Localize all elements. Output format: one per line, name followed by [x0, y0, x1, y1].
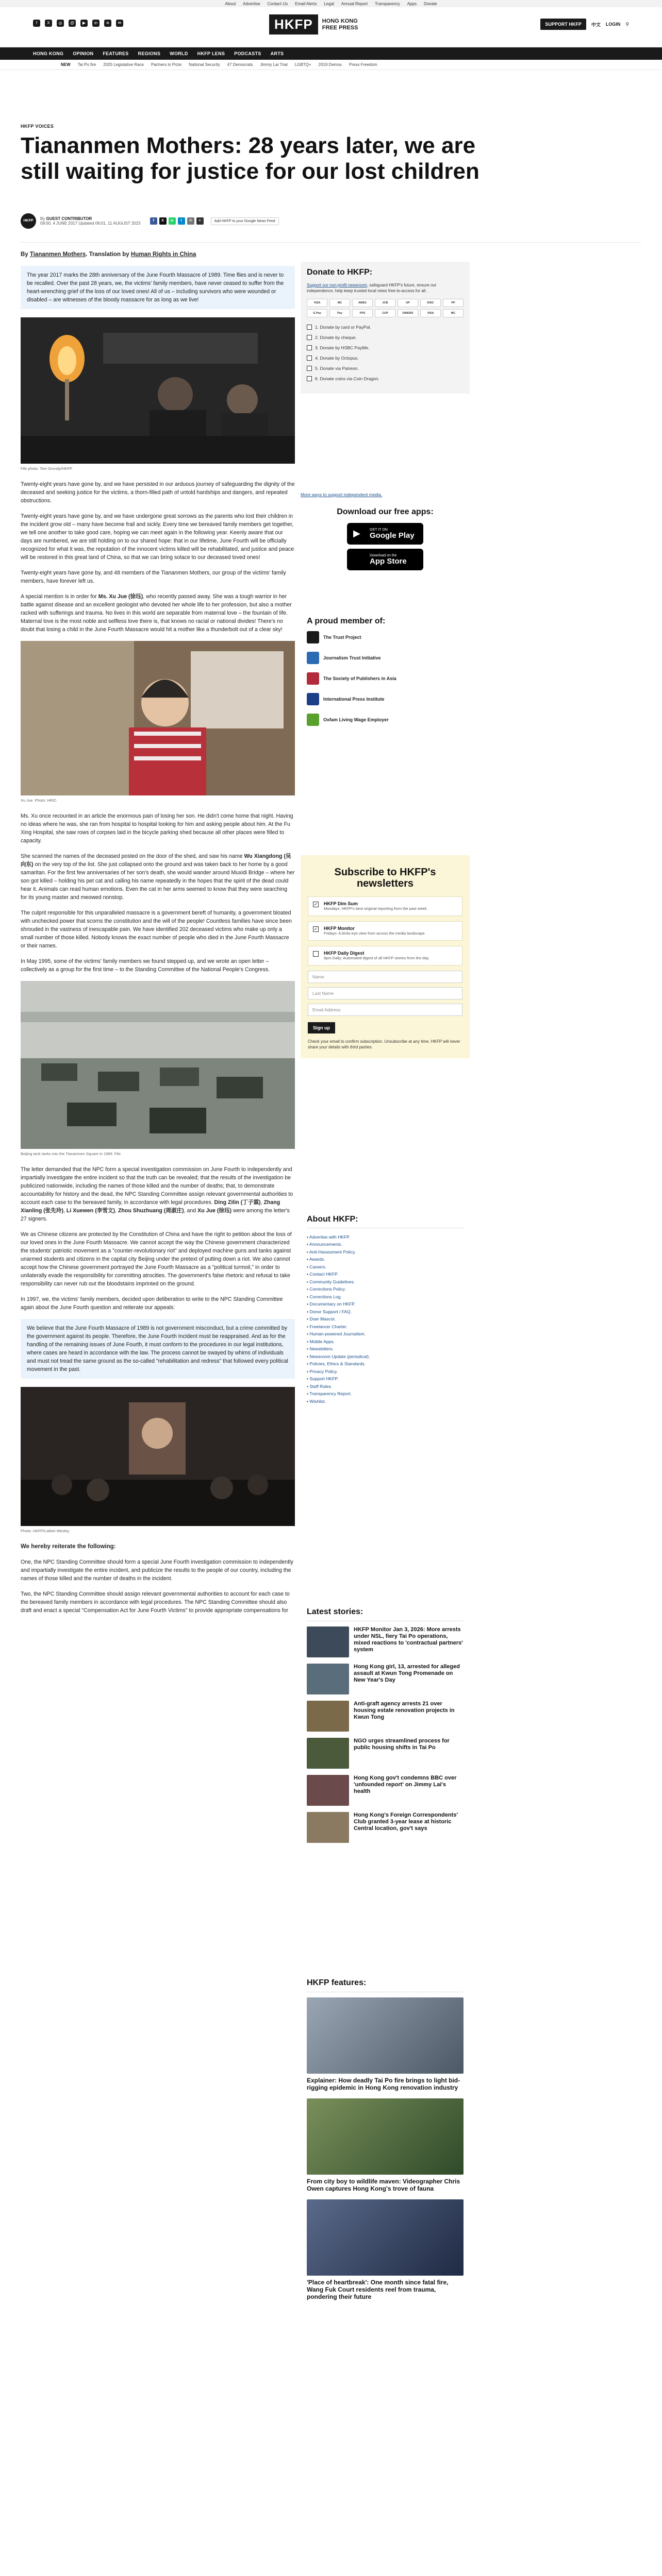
payment-icon: CUP — [375, 309, 395, 317]
paragraph: The culprit responsible for this unparalleled massacre is a government bereft of humanity, a government bloated with unchecked power that scorns the constitution and the will of the people! Countless families have since been shrouded in the vastness of inescapable pain. We have identified 202 deceased victims who make up only a small number of those killed. Nobody knows the exact number of people who died in the June Fourth Massacre or their names. — [21, 910, 292, 949]
newsletter-option-title: HKFP Monitor — [324, 926, 355, 931]
about-link[interactable]: • Wishlist. — [307, 1398, 464, 1405]
payment-icon: AMEX — [352, 299, 373, 307]
paragraph: Twenty-eight years have gone by, and we have undergone great sorrows as the parents who lost their children in the incident grow old – many have become frail and sickly. Every time we bereaved family members get together, we tell one another to take good care, hoping we can meet again in the following year. Keenly aware that our days are numbered, we are still holding on to our shared hope: that in our lifetime, June Fourth will be officially recognized for what it was, the reputation of the innocent victims killed will be rehabilitated, and justice and peace will be restored in this great land of China, so that we can bring solace to our deceased loved ones! — [21, 513, 294, 561]
donate-option-icon — [307, 325, 312, 330]
donate-option[interactable] — [307, 355, 464, 361]
story-thumbnail — [307, 1775, 349, 1806]
nav-item[interactable]: REGIONS — [138, 51, 161, 56]
about-link[interactable]: • Transparency Report. — [307, 1390, 464, 1398]
credit-author-link[interactable]: Tiananmen Mothers — [29, 251, 86, 258]
payment-icon: PP — [443, 299, 464, 307]
payment-icon: VISA — [307, 299, 327, 307]
donate-widget — [301, 262, 470, 394]
paragraph: Ms. Xu once recounted in an article the enormous pain of losing her son. He didn't come home that night. Having no ideas where he was, she ran from hospital to hospital looking for him and asking people about him. At the Fu Xing Hospital, she saw rows of corpses laid in the bicycle parking shed because all other places were filled to capacity. — [21, 813, 293, 844]
byline-author — [40, 216, 141, 221]
member-name: The Society of Publishers in Asia — [323, 676, 396, 681]
trending-link[interactable]: Partners in Prize — [151, 62, 182, 67]
donate-option-icon — [307, 366, 312, 371]
donate-option-label: 4. Donate by Octopus. — [315, 355, 359, 361]
sopa-icon — [307, 672, 319, 685]
share-telegram-icon[interactable]: t — [178, 217, 185, 225]
site-logo[interactable] — [269, 14, 358, 35]
credit-prefix: By — [21, 251, 28, 258]
highlighted-name: Zhou Shuzhuang (周淑庄) — [118, 1208, 184, 1214]
article-photo — [21, 641, 295, 795]
candlelight-vigil-image — [21, 317, 295, 464]
story-thumbnail — [307, 1664, 349, 1694]
more-ways-link[interactable]: More ways to support independent media. — [301, 492, 383, 497]
donate-option-label: 3. Donate by HSBC PayMe. — [315, 345, 370, 350]
article-photo — [21, 981, 295, 1149]
newsletter-option[interactable] — [308, 946, 462, 965]
paragraph — [21, 592, 295, 634]
logo-mark: HKFP — [269, 14, 318, 35]
main-nav — [0, 47, 662, 60]
payment-icon: MC — [443, 309, 464, 317]
article-photo — [21, 1387, 295, 1526]
support-button[interactable]: SUPPORT HKFP — [540, 19, 586, 30]
story-thumbnail — [307, 1701, 349, 1732]
donate-option[interactable] — [307, 345, 464, 350]
article-kicker[interactable]: HKFP VOICES — [21, 124, 54, 129]
about-link[interactable]: • Newsletters. — [307, 1345, 464, 1353]
portrait-image — [21, 641, 295, 795]
about-link[interactable]: • Announcements. — [307, 1241, 464, 1248]
google-news-button[interactable]: Add HKFP to your Google News Feed — [211, 217, 279, 225]
trending-link[interactable]: Tai Po fire — [77, 62, 96, 67]
store-name: Google Play — [370, 531, 415, 540]
about-link[interactable]: • Careers. — [307, 1263, 464, 1271]
story-title: Anti-graft agency arrests 21 over housing estate renovation projects in Kwun Tong — [354, 1701, 455, 1720]
paragraph: Twenty-eight years have gone by, and we have persisted in our arduous journey of safeguarding the dignity of the deceased and seeking justice for the victims, a thorn-filled path of untold hardships and dangers, and repeated obstructions. — [21, 481, 295, 504]
paragraph-text: were among the letter's 27 signers. — [21, 1208, 290, 1222]
story-item[interactable] — [307, 1701, 464, 1732]
last-name-input[interactable]: Last Name — [308, 987, 462, 999]
share-facebook-icon[interactable]: f — [150, 217, 157, 225]
paragraph: In May 1995, some of the victims' family members we found stepped up, and we wrote an open letter – collectively as a group for the first time – to the Standing Committee of the National People's Congress. — [21, 958, 270, 973]
donate-option[interactable] — [307, 376, 464, 381]
donate-text — [307, 282, 464, 294]
payment-methods — [307, 299, 464, 317]
newsletter-option-title: HKFP Daily Digest — [324, 951, 365, 956]
utility-link[interactable]: About — [225, 1, 236, 6]
email-icon[interactable]: ✉ — [116, 20, 123, 27]
member-name: Oxfam Living Wage Employer — [323, 717, 389, 722]
about-widget — [301, 1216, 470, 1405]
payment-icon: DISC — [420, 299, 441, 307]
apps-title: Download our free apps: — [337, 507, 434, 516]
paragraph: Two, the NPC Standing Committee should assign relevant governmental authorities to account for each case to the bereaved family members in accordance with legal procedures. The NPC Standing Committee should also draft and enact a special "Compensation Act for June Fourth Victims" to provide appropriate compensations for — [21, 1591, 290, 1614]
instagram-icon[interactable]: ◎ — [57, 20, 64, 27]
paragraph-text: A special mention is in order for — [21, 594, 97, 600]
about-link[interactable]: • Newsroom Update (periodical). — [307, 1353, 464, 1361]
payment-icon: UP — [398, 299, 418, 307]
mourners-image — [21, 1387, 295, 1526]
share-email-icon[interactable]: ✉ — [187, 217, 194, 225]
paragraph: Twenty-eight years have gone by, and 48 members of the Tiananmen Mothers, our group of the victims' family members, have forever left us. — [21, 570, 286, 584]
signup-button[interactable]: Sign up — [308, 1022, 335, 1033]
share-x-icon[interactable]: X — [159, 217, 167, 225]
donate-title: Donate to HKFP: — [307, 268, 373, 277]
header-actions — [540, 19, 629, 30]
about-link[interactable]: • Community Guidelines. — [307, 1278, 464, 1286]
member-name: The Trust Project — [323, 635, 361, 640]
highlighted-name: Zhang Xianling (张先玲) — [21, 1199, 280, 1214]
highlighted-name: Ms. Xu Jue (徐珏) — [98, 594, 143, 600]
share-buttons — [150, 217, 204, 225]
feature-title: 'Place of heartbreak': One month since fatal fire, Wang Fuk Court residents reel from trauma, pondering their future — [307, 2279, 449, 2300]
logo-words — [322, 18, 358, 31]
payment-icon: Pay — [329, 309, 350, 317]
story-item[interactable] — [307, 1738, 464, 1769]
paragraph: We as Chinese citizens are protected by the Constitution of China and have the right to petition about the loss of our loved ones in the June Fourth Massacre. We cannot accept the way the Chinese government characterized the students' patriotic movement as a "counter-revolutionary riot" and deployed machine guns and tanks against unarmed students and citizens in the capital city Beijing under the pretext of putting down a riot. We also cannot accept how the Chinese government portrayed the June Fourth Massacre as a "political turmoil," in order to unilaterally evade the responsibility for committing atrocities. The government's false rhetoric and refusal to take responsibility can never rub out the bloodstains imprinted on the ground. — [21, 1231, 292, 1287]
story-title: NGO urges streamlined process for public housing shifts in Tai Po — [354, 1738, 450, 1751]
payment-icon: G Pay — [307, 309, 327, 317]
latest-stories-widget — [301, 1607, 470, 1849]
newsletter-option[interactable] — [308, 921, 462, 941]
highlighted-name: Li Xuewen (李雪文) — [66, 1208, 115, 1214]
paragraph — [21, 852, 295, 902]
quoted-paragraph: We believe that the June Fourth Massacre of 1989 is not government misconduct, but a crime committed by the government against its people. Therefore, the June Fourth Incident must be reappraised. And as for the handling of the remaining issues of June Fourth, it must conform to the procedures in our legal institutions, where cases are heard in accordance with the law. The process cannot be swayed by whims of individuals and must not tread the same ground as the so-called "rehabilitation and redress" that followed every political movement in the past. — [21, 1319, 295, 1379]
checkbox-icon[interactable] — [313, 951, 319, 957]
linkedin-icon[interactable]: in — [92, 20, 100, 27]
story-thumbnail — [307, 1626, 349, 1657]
member-widget — [301, 617, 470, 734]
trending-link[interactable]: National Security — [189, 62, 220, 67]
credit-translation: . Translation by — [86, 251, 129, 258]
newsletter-option-desc: Mondays: HKFP's best original reporting from the past week. — [324, 906, 428, 911]
paragraph-text: She scanned the names of the deceased posted on the door of the shed, and saw his name — [21, 853, 243, 859]
donate-option-icon — [307, 355, 312, 361]
photo-caption: Xu Jue. Photo: HRIC. — [21, 798, 58, 803]
newsletter-option-desc: Fridays: A birds-eye view from across the media landscape. — [324, 931, 426, 936]
feature-image — [307, 2199, 464, 2276]
payment-icon: DINERS — [398, 309, 418, 317]
name-input[interactable]: Name — [308, 971, 462, 983]
member-logo[interactable] — [307, 631, 464, 643]
utility-link[interactable]: Email Alerts — [295, 1, 317, 6]
google-play-icon: ▶ — [353, 528, 360, 538]
article-credit — [21, 250, 295, 259]
story-item[interactable] — [307, 1812, 464, 1843]
feature-image — [307, 1997, 464, 2074]
latest-title: Latest stories: — [307, 1607, 464, 1621]
trending-link[interactable]: 47 Democrats — [227, 62, 253, 67]
features-title: HKFP features: — [307, 1978, 464, 1992]
nav-item[interactable]: HONG KONG — [33, 51, 64, 56]
feature-item[interactable] — [307, 2098, 464, 2192]
utility-link[interactable]: Legal — [324, 1, 334, 6]
lead-paragraph: The year 2017 marks the 28th anniversary of the June Fourth Massacre of 1989. Time flies and is never to be recalled. Over the past 28 years, we, the victims' family members, have never ceased to suffer from the heart-wrenching grief of the loss of our loved ones! All of us – including survivors who were wounded or disabled – are witnesses of the bloody massacre for as long as we live! — [21, 266, 295, 309]
search-icon[interactable]: ⚲ — [625, 21, 629, 27]
newsletter-widget — [301, 855, 470, 1058]
store-caption: GET IT ON — [370, 528, 388, 532]
store-name: App Store — [370, 556, 407, 566]
story-title: HKFP Monitor Jan 3, 2026: More arrests under NSL, fiery Tai Po operations, mixed reactions to 'contractual partners' system — [354, 1626, 463, 1653]
donate-option-label: 1. Donate by card or PayPal. — [315, 325, 371, 330]
store-caption: Download on the — [370, 553, 397, 557]
trending-label: NEW — [61, 62, 71, 67]
utility-link[interactable]: Donate — [423, 1, 437, 6]
utility-bar — [0, 0, 662, 7]
utility-link[interactable]: Apps — [407, 1, 417, 6]
language-link[interactable]: 中文 — [591, 22, 601, 27]
article-body — [21, 250, 295, 1622]
oxfam-icon — [307, 714, 319, 726]
trending-link[interactable]: 2025 Legislative Race — [103, 62, 144, 67]
newsletter-note: Check your email to confirm subscription. Unsubscribe at any time. HKFP will never share your details with third parties. — [308, 1039, 460, 1049]
avatar: HKFP — [21, 213, 36, 229]
about-link[interactable]: • Mobile Apps. — [307, 1338, 464, 1346]
about-link[interactable]: • Freelancer Charter. — [307, 1323, 464, 1331]
youtube-icon[interactable]: ▶ — [80, 20, 88, 27]
paragraph: In 1997, we, the victims' family members, decided upon deliberation to write to the NPC Standing Committee again about the June Fourth question and reiterate our appeals: — [21, 1296, 283, 1311]
payment-icon: VISA — [420, 309, 441, 317]
payment-icon: MC — [329, 299, 350, 307]
publish-dates: 09:00, 4 JUNE 2017 Updated 06:01, 11 AUGUST 2023 — [40, 221, 141, 226]
feature-title: From city boy to wildlife maven: Videographer Chris Owen captures Hong Kong's trove of fauna — [307, 2178, 460, 2192]
paragraph-text: The letter demanded that the NPC form a special investigation commission on June Fourth to independently and impartially investigate the entire incident so that the truth can be revealed; that the results of the investigation be publicized nationwide, including the names of those killed and the number of deaths; that, to demonstrate accountability for history and the dead, the NPC Standing Committee assign relevant governmental authorities to account each case to the bereaved family, in accordance with legal procedures. — [21, 1166, 293, 1206]
photo-caption: Beijing tank tanks into the Tiananmen Square in 1989. File. — [21, 1151, 122, 1156]
newsletter-option-desc: 9pm Daily: Automated digest of all HKFP stories from the day. — [324, 956, 429, 960]
donate-option-label: 6. Donate coins via Coin Dragon. — [315, 376, 379, 381]
about-link[interactable]: • Support HKFP. — [307, 1375, 464, 1383]
login-link[interactable]: LOGIN — [605, 22, 621, 27]
about-link[interactable]: • Awards. — [307, 1256, 464, 1263]
social-links — [33, 20, 123, 27]
nav-item[interactable]: ARTS — [270, 51, 284, 56]
newsletter-option-title: HKFP Dim Sum — [324, 901, 358, 906]
header-divider — [21, 242, 641, 243]
story-title: Hong Kong gov't condemns BBC over 'unfounded report' on Jimmy Lai's health — [354, 1775, 457, 1794]
story-title: Hong Kong's Foreign Correspondents' Club granted 3-year lease at historic Central location, gov't says — [354, 1812, 458, 1832]
tanks-square-image — [21, 981, 295, 1149]
trending-link[interactable]: 2019 Demos — [318, 62, 342, 67]
about-link[interactable]: • Anti-Harassment Policy. — [307, 1248, 464, 1256]
member-logo[interactable] — [307, 652, 464, 664]
payment-icon: JCB — [375, 299, 395, 307]
payment-icon: FPS — [352, 309, 373, 317]
about-title: About HKFP: — [307, 1216, 464, 1228]
utility-link[interactable]: Advertise — [243, 1, 260, 6]
utility-link[interactable]: Contact Us — [267, 1, 288, 6]
member-name: Journalism Trust Initiative — [323, 655, 381, 660]
logo-line-2: FREE PRESS — [322, 24, 358, 31]
donate-option-icon — [307, 376, 312, 381]
apps-widget — [301, 507, 470, 574]
article-photo — [21, 317, 295, 464]
trending-link[interactable]: Press Freedom — [349, 62, 377, 67]
highlighted-name: Xu Jue (徐珏) — [197, 1208, 232, 1214]
highlighted-name: Wu Xiangdong (吴向东) — [21, 853, 291, 868]
x-twitter-icon[interactable]: X — [45, 20, 52, 27]
story-thumbnail — [307, 1812, 349, 1843]
about-link[interactable]: • Doer Mascot. — [307, 1315, 464, 1323]
donate-option-label: 5. Donate via Patreon. — [315, 366, 359, 371]
nav-item[interactable]: HKFP LENS — [197, 51, 225, 56]
trust-project-icon — [307, 631, 319, 643]
donate-link[interactable]: Support our non-profit newsroom — [307, 283, 367, 287]
story-item[interactable] — [307, 1626, 464, 1657]
member-logo[interactable] — [307, 672, 464, 685]
about-link[interactable]: • Contact HKFP. — [307, 1270, 464, 1278]
story-thumbnail — [307, 1738, 349, 1769]
member-title: A proud member of: — [307, 617, 386, 625]
trending-link[interactable]: LGBTQ+ — [294, 62, 311, 67]
highlighted-name: Ding Zilin (丁子霖) — [214, 1199, 261, 1206]
nav-item[interactable]: FEATURES — [103, 51, 129, 56]
feature-title: Explainer: How deadly Tai Po fire brings to light bid-rigging epidemic in Hong Kong renovation industry — [307, 2077, 460, 2091]
site-header — [0, 7, 662, 47]
about-link[interactable]: • Documentary on HKFP. — [307, 1300, 464, 1308]
about-link[interactable]: • Staff Roles. — [307, 1383, 464, 1391]
rss-icon[interactable]: ≋ — [104, 20, 111, 27]
donate-option[interactable] — [307, 325, 464, 330]
donate-option[interactable] — [307, 335, 464, 340]
share-whatsapp-icon[interactable]: w — [169, 217, 176, 225]
donate-body: , safeguard HKFP's future, ensure our independence, help keep trusted local news free-to-access for all. — [307, 283, 437, 293]
features-widget — [301, 1978, 470, 2308]
photo-caption: Photo: HKFP/Lakkei Wesley. — [21, 1529, 70, 1533]
newsletter-title: Subscribe to HKFP's newsletters — [334, 867, 436, 889]
logo-line-1: HONG KONG — [322, 18, 358, 24]
member-logo[interactable] — [307, 693, 464, 705]
story-item[interactable] — [307, 1775, 464, 1806]
byline — [21, 213, 279, 229]
donate-option-icon — [307, 345, 312, 350]
threads-icon[interactable]: @ — [69, 20, 76, 27]
utility-link[interactable]: Annual Report — [341, 1, 368, 6]
facebook-icon[interactable]: f — [33, 20, 40, 27]
feature-item[interactable] — [307, 1997, 464, 2091]
checkbox-icon[interactable]: ✓ — [313, 926, 318, 931]
ipi-icon — [307, 693, 319, 705]
email-input[interactable]: Email Address — [308, 1004, 462, 1016]
trending-bar — [0, 60, 662, 70]
utility-link[interactable]: Transparency — [375, 1, 400, 6]
nav-item[interactable]: WORLD — [170, 51, 188, 56]
feature-image — [307, 2098, 464, 2175]
trending-link[interactable]: Jimmy Lai Trial — [260, 62, 288, 67]
about-link[interactable]: • Corrections Policy. — [307, 1285, 464, 1293]
donate-option[interactable] — [307, 366, 464, 371]
author-link[interactable]: GUEST CONTRIBUTOR — [46, 216, 92, 221]
about-link[interactable]: • Privacy Policy. — [307, 1368, 464, 1376]
paragraph-text: on the very top of the list. She just collapsed onto the ground and was taken back to her home by a good samaritan. For the first few anniversaries of her son's death, she would wander around Muxidi Bridge – where her son got killed – holding his pet cat and calling his name repeatedly in the hopes that the spirit of the dead could hear it. Animals can read human emotions. Even the cat in her arms seemed to know that they were searching for its young master and meowed nonstop. — [21, 861, 295, 901]
google-play-button[interactable] — [347, 523, 423, 545]
app-store-button[interactable] — [347, 549, 423, 570]
paragraph-text: , who recently passed away. She was a tough warrior in her battle against disease and an excellent geologist who devoted her whole life to her profession, but also a mother racked with sufferings and trauma. No lives in this world are separable from maternal love – the fountain of life. Maternal love is the most noble and selfless love there is, that knows no racial or national divides! There's no doubt that losing a child in the June Fourth Massacre would hit a mother like a thunderbolt out of a clear sky! — [21, 594, 292, 633]
credit-translator-link[interactable]: Human Rights in China — [130, 251, 196, 258]
section-subhead: We hereby reiterate the following: — [21, 1544, 116, 1550]
member-logo[interactable] — [307, 714, 464, 726]
story-title: Hong Kong girl, 13, arrested for alleged assault at Kwun Tong Promenade on New Year's Day — [354, 1664, 460, 1683]
nav-item[interactable]: OPINION — [73, 51, 94, 56]
nav-item[interactable]: PODCASTS — [234, 51, 261, 56]
story-item[interactable] — [307, 1664, 464, 1694]
member-name: International Press Institute — [323, 697, 385, 702]
about-link[interactable]: • Policies, Ethics & Standards. — [307, 1360, 464, 1368]
paragraph: The letter demanded that the NPC form a special investigation commission on June Fourth to independently and impartially investigate the entire incident so that the truth can be revealed; that the results of the investigation be publicized nationwide, including the names of those killed and the number of deaths; that, to demonstrate accountability for history and the dead, the NPC Standing Committee assign relevant governmental authorities to account each case to the bereaved family, in accordance with legal procedures. Ding Zilin (丁子霖), Zhang Xianling (张先玲), Li Xuewen (李雪文), Zhou Shuzhuang (周淑庄), and Xu Jue (徐珏) were among the letter's 27 signers. — [21, 1166, 293, 1222]
paragraph: One, the NPC Standing Committee should form a special June Fourth investigation commission to independently and impartially investigate the entire incident, and publicize the results to the people of our country, including the names of those killed and the number of deaths in the incident. — [21, 1559, 293, 1582]
photo-caption: File photo: Tom Grundy/HKFP. — [21, 466, 73, 471]
donate-option-label: 2. Donate by cheque. — [315, 335, 357, 340]
feature-item[interactable] — [307, 2199, 464, 2300]
about-link[interactable]: • Human-powered Journalism. — [307, 1330, 464, 1338]
about-link[interactable]: • Donor Support / FAQ. — [307, 1308, 464, 1316]
byline-prefix: By — [40, 216, 45, 221]
about-list — [307, 1233, 464, 1405]
share-more-icon[interactable]: + — [196, 217, 204, 225]
about-link[interactable]: • Corrections Log. — [307, 1293, 464, 1301]
newsletter-option[interactable] — [308, 896, 462, 916]
about-link[interactable]: • Advertise with HKFP. — [307, 1233, 464, 1241]
donate-option-icon — [307, 335, 312, 340]
page-title: Tiananmen Mothers: 28 years later, we are still waiting for justice for our lost children — [21, 133, 479, 184]
checkbox-icon[interactable]: ✓ — [313, 902, 318, 907]
jti-icon — [307, 652, 319, 664]
